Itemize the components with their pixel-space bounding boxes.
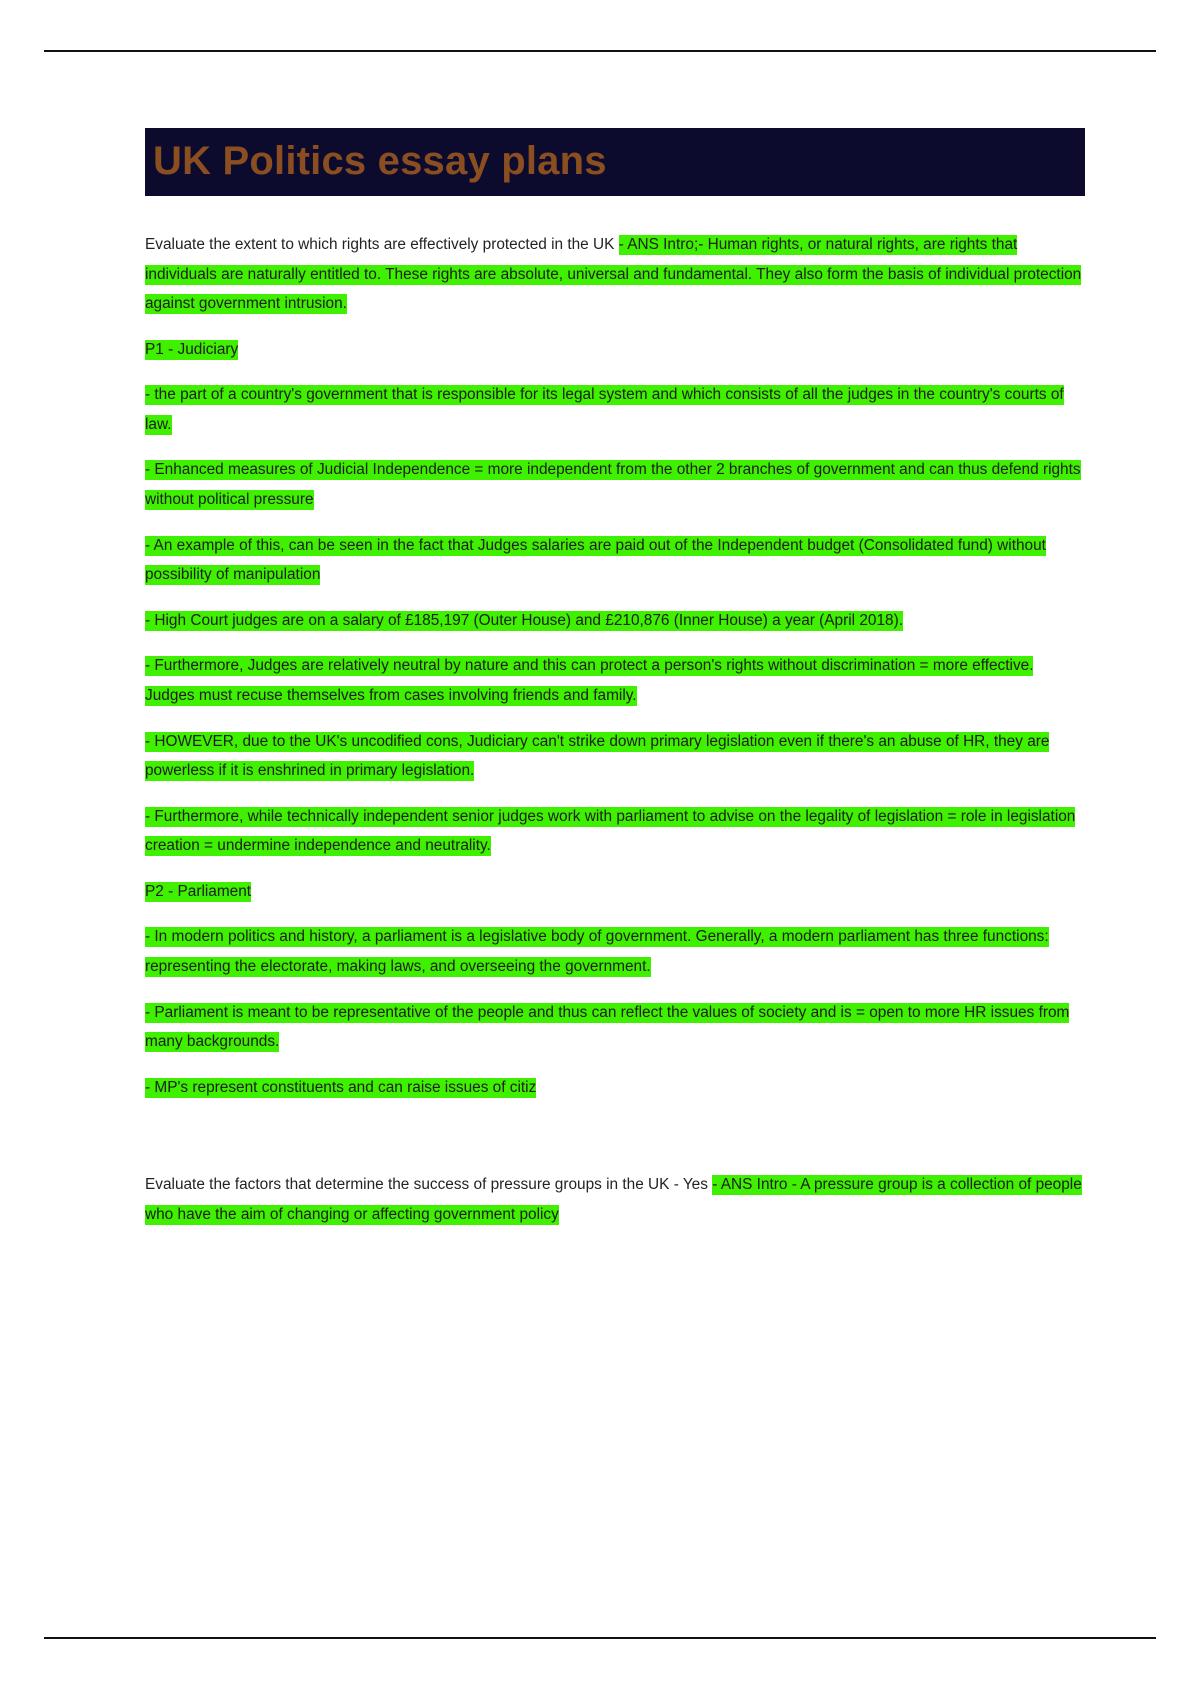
- p1-however-text: - HOWEVER, due to the UK's uncodified cons, Judiciary can't strike down primary legislation even if there's an abuse of HR, they are powerless if it is enshrined in primary legislation.: [145, 732, 1050, 780]
- page-bottom-rule: [44, 1637, 1156, 1639]
- p2-representative-text: - Parliament is meant to be representative of the people and thus can reflect the values of society and is = open to more HR issues from many backgrounds.: [145, 1003, 1070, 1051]
- paragraph-p1-definition: [145, 380, 1085, 439]
- paragraph-p2-definition: [145, 922, 1085, 981]
- p1-figures-text: - High Court judges are on a salary of £185,197 (Outer House) and £210,876 (Inner House) a year (April 2018).: [145, 611, 903, 629]
- title-banner: [145, 128, 1085, 196]
- question-1-answer: - ANS Intro;- Human rights, or natural rights, are rights that individuals are naturally entitled to. These rights are absolute, universal and fundamental. They also form the basis of individual protection against government intrusion.: [145, 236, 1082, 313]
- p1-advice-text: - Furthermore, while technically independent senior judges work with parliament to advise on the legality of legislation = role in legislation creation = undermine independence and neutrality.: [145, 807, 1076, 855]
- paragraph-p1-salaries: [145, 531, 1085, 590]
- document-body: [145, 230, 1085, 1229]
- paragraph-p1-advice: [145, 802, 1085, 861]
- paragraph-p1-independence: [145, 455, 1085, 514]
- paragraph-p1-however: [145, 727, 1085, 786]
- question-2-prompt: Evaluate the factors that determine the success of pressure groups in the UK - Yes: [145, 1176, 713, 1194]
- p2-definition-text: - In modern politics and history, a parliament is a legislative body of government. Generally, a modern parliament has three functions: representing the electorate, making laws, and overseeing the government.: [145, 928, 1049, 975]
- p1-independence-text: - Enhanced measures of Judicial Independence = more independent from the other 2 branches of government and can thus defend rights without political pressure: [145, 461, 1081, 509]
- question-2-answer: - ANS Intro - A pressure group is a collection of people who have the aim of changing or affecting government policy: [145, 1176, 1082, 1223]
- document-content: [145, 128, 1085, 1245]
- p2-heading-text: P2 - Parliament: [145, 882, 252, 900]
- page-top-rule: [44, 50, 1156, 52]
- paragraph-p1-figures: [145, 606, 1085, 636]
- p2-mps-text: - MP's represent constituents and can raise issues of citiz: [145, 1078, 537, 1096]
- paragraph-p2-representative: [145, 998, 1085, 1057]
- paragraph-p2-mps: [145, 1073, 1085, 1103]
- p1-definition-text: - the part of a country's government that is responsible for its legal system and which consists of all the judges in the country's courts of law.: [145, 386, 1064, 433]
- paragraph-p1-heading: [145, 335, 1085, 365]
- p1-salaries-text: - An example of this, can be seen in the fact that Judges salaries are paid out of the Independent budget (Consolidated fund) without possibility of manipulation: [145, 536, 1046, 584]
- paragraph-p1-neutrality: [145, 651, 1085, 710]
- question-1-prompt: Evaluate the extent to which rights are effectively protected in the UK: [145, 236, 619, 253]
- page-title: UK Politics essay plans: [153, 139, 607, 183]
- paragraph-question-1: [145, 230, 1085, 319]
- paragraph-question-2: [145, 1170, 1085, 1229]
- paragraph-p2-heading: [145, 877, 1085, 907]
- section-spacer: [145, 1118, 1085, 1170]
- p1-neutrality-text: - Furthermore, Judges are relatively neutral by nature and this can protect a person's rights without discrimination = more effective. Judges must recuse themselves from cases involving friends and family.: [145, 657, 1034, 704]
- p1-heading-text: P1 - Judiciary: [145, 340, 239, 358]
